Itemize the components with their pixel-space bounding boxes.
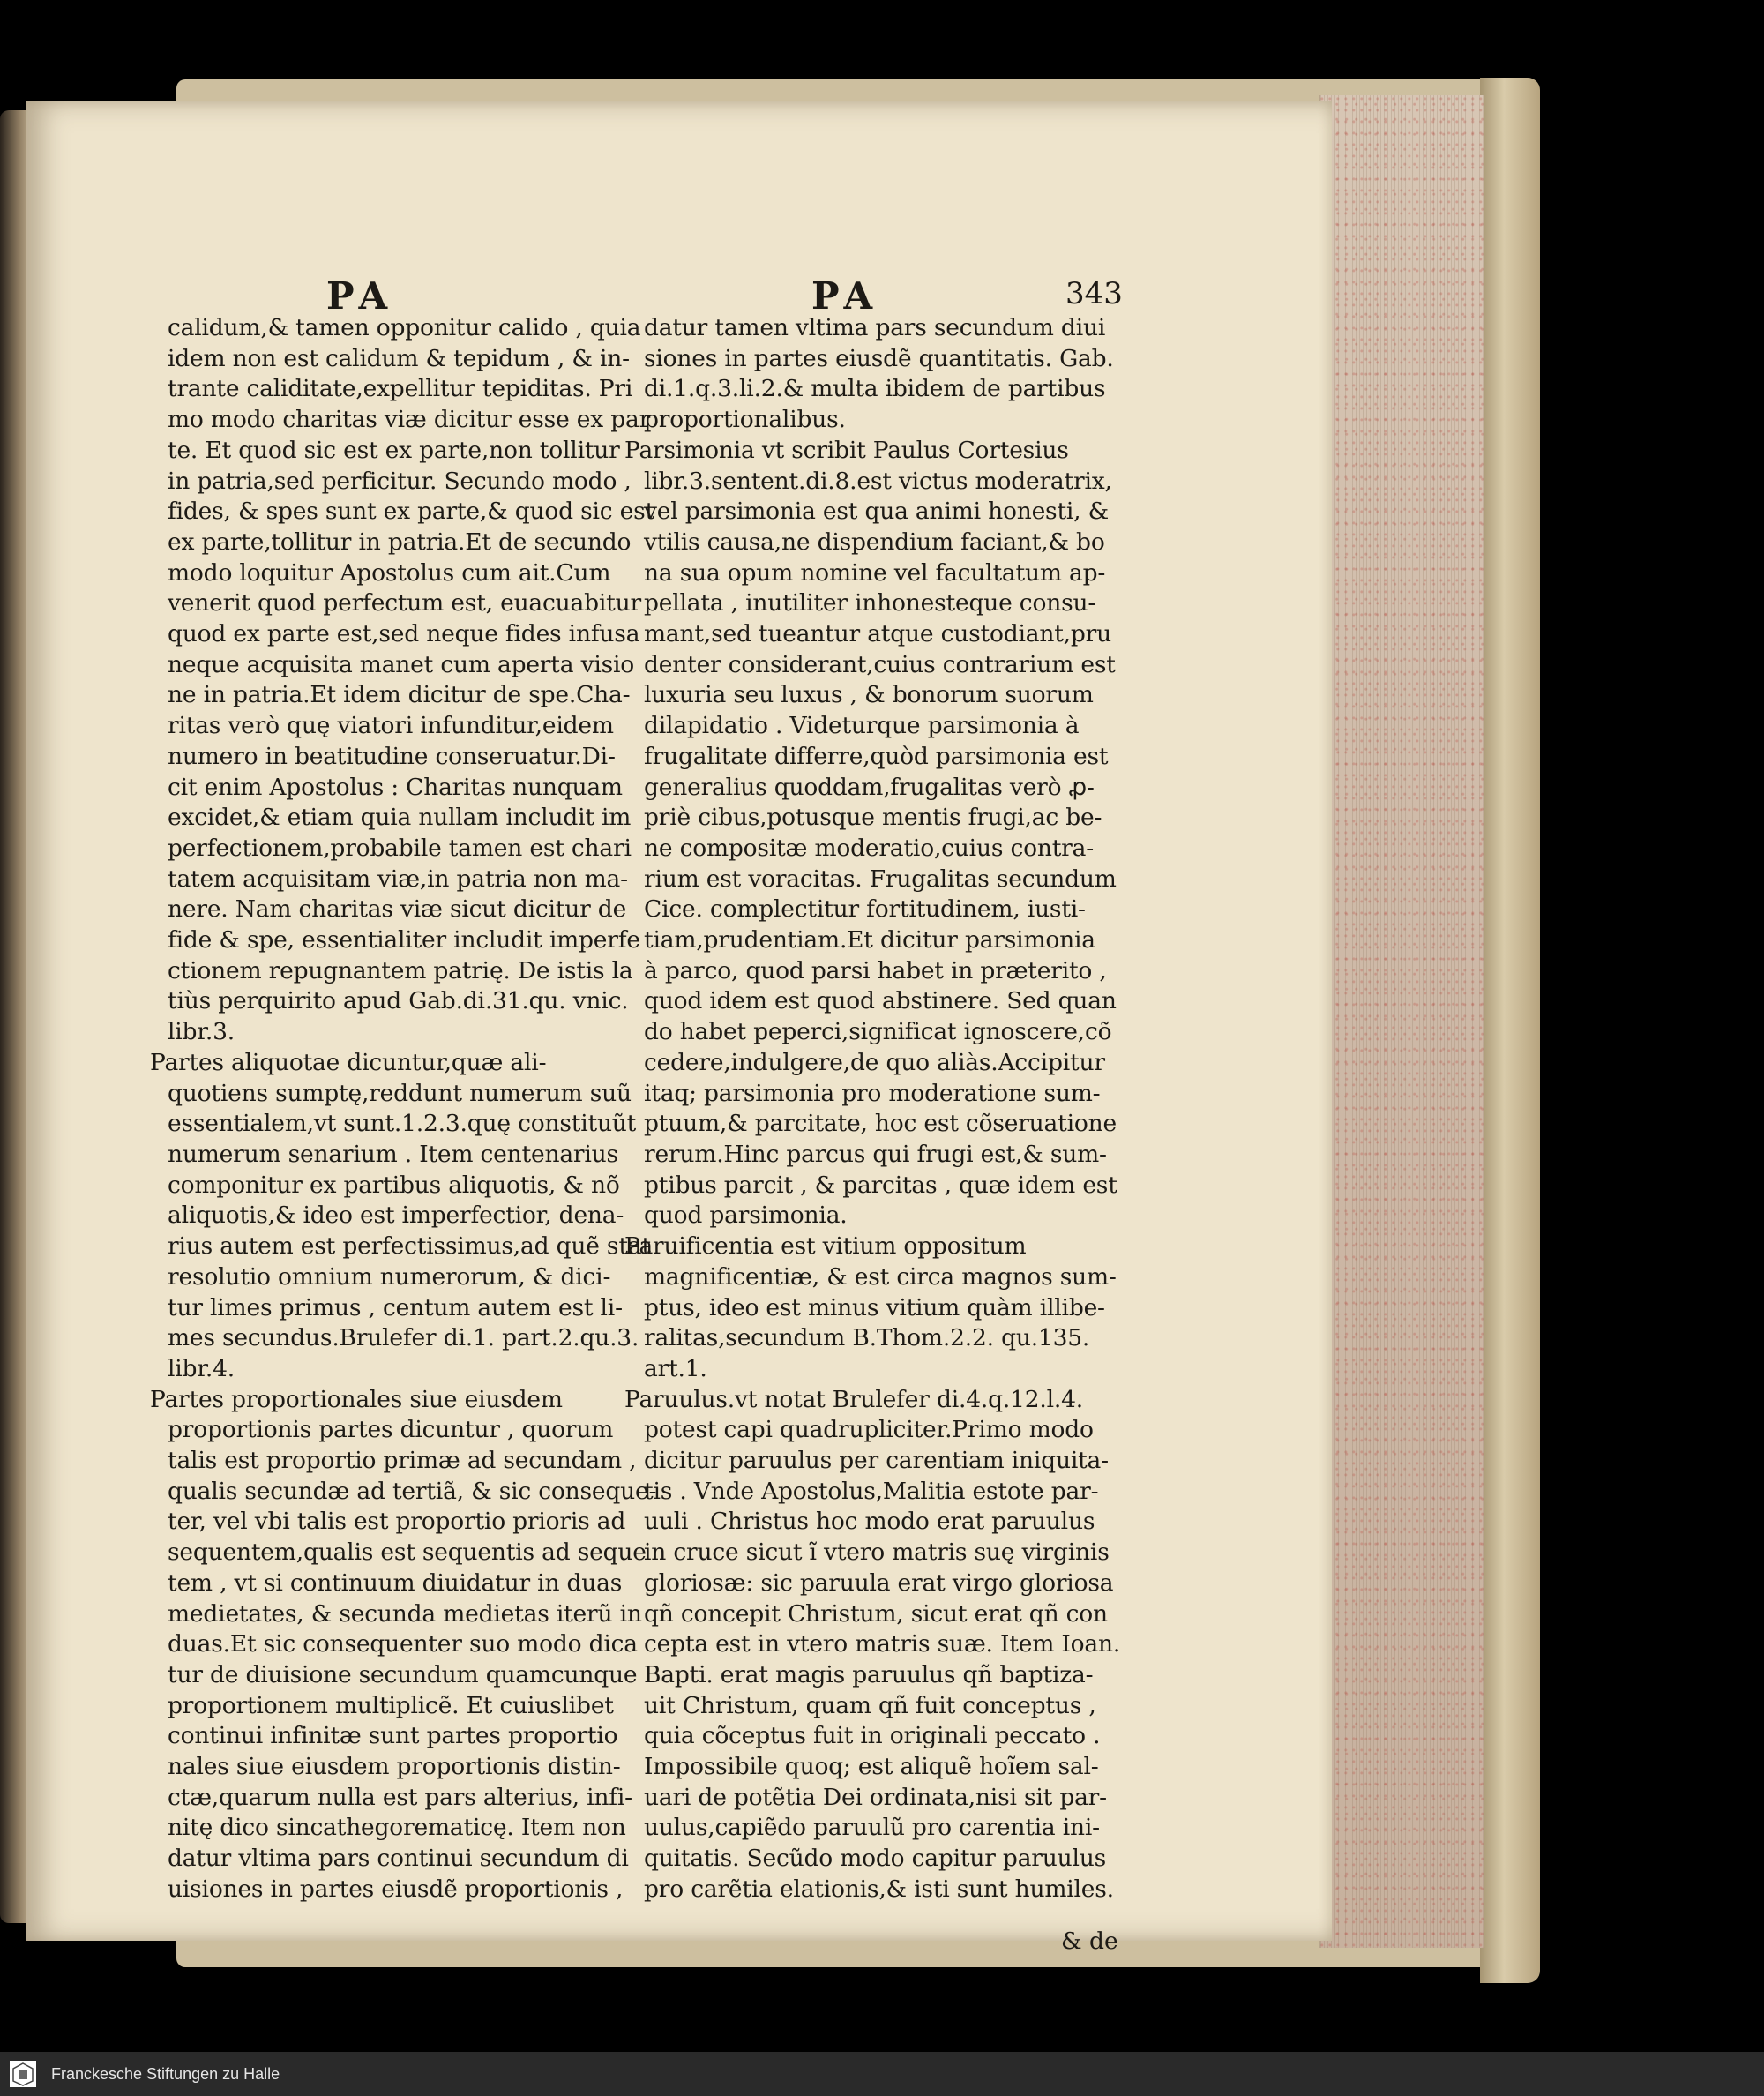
text-line: cepta est in vtero matris suæ. Item Ioan. xyxy=(644,1630,1121,1658)
text-line: Cice. complectitur fortitudinem, iusti- xyxy=(644,895,1086,924)
text-line: tur limes primus , centum autem est li- xyxy=(168,1293,623,1321)
text-line: tis . Vnde Apostolus,Malitia estote par- xyxy=(644,1477,1099,1505)
text-line: à parco, quod parsi habet in præterito , xyxy=(644,956,1107,984)
text-line: uulus,capiẽdo paruulũ pro carentia ini- xyxy=(644,1814,1100,1842)
text-line: ctionem repugnantem patrię. De istis la xyxy=(168,956,633,984)
entry-heading-paruificentia: Paruificentia est vitium oppositum xyxy=(624,1232,1027,1261)
text-line: ralitas,secundum B.Thom.2.2. qu.135. xyxy=(644,1324,1090,1352)
text-line: itaq; parsimonia pro moderatione sum- xyxy=(644,1079,1101,1107)
text-line: qñ concepit Christum, sicut erat qñ con xyxy=(644,1599,1108,1628)
text-line: quotiens sumptę,reddunt numerum suũ xyxy=(168,1079,632,1107)
text-line: libr.3.sentent.di.8.est victus moderatrix, xyxy=(644,467,1112,495)
text-line: pellata , inutiliter inhonesteque consu- xyxy=(644,589,1096,618)
text-line: ex parte,tollitur in patria.Et de secundo xyxy=(168,528,632,556)
text-line: ptus, ideo est minus vitium quàm illibe- xyxy=(644,1293,1105,1321)
text-line: ctæ,quarum nulla est pars alterius, infi- xyxy=(168,1783,632,1811)
right-text-column xyxy=(624,313,1155,1905)
text-line: nere. Nam charitas viæ sicut dicitur de xyxy=(168,895,627,924)
text-line: proportionalibus. xyxy=(644,406,846,434)
text-line: siones in partes eiusdẽ quantitatis. Gab. xyxy=(644,344,1114,372)
text-line: ritas verò quę viatori infunditur,eidem xyxy=(168,712,614,740)
institution-name: Franckesche Stiftungen zu Halle xyxy=(51,2064,280,2083)
text-line: rerum.Hinc parcus qui frugi est,& sum- xyxy=(644,1140,1107,1168)
running-head-left: PA xyxy=(326,274,395,318)
text-line: aliquotis,& ideo est imperfectior, dena- xyxy=(168,1201,624,1230)
text-line: proportionem multiplicẽ. Et cuiuslibet xyxy=(168,1691,614,1719)
text-line: tiùs perquirito apud Gab.di.31.qu. vnic. xyxy=(168,987,629,1015)
text-line: dicitur paruulus per carentiam iniquita- xyxy=(644,1447,1109,1475)
text-line: calidum,& tamen opponitur calido , quia xyxy=(168,314,641,341)
text-line: ptuum,& parcitate, hoc est cõseruatione xyxy=(644,1110,1117,1138)
text-line: rius autem est perfectissimus,ad quẽ stat xyxy=(168,1232,651,1261)
text-line: ter, vel vbi talis est proportio prioris ad xyxy=(168,1508,626,1536)
text-line: modo loquitur Apostolus cum ait.Cum xyxy=(168,558,611,587)
text-line: nitę dico sincathegorematicę. Item non xyxy=(168,1814,626,1842)
text-line: mo modo charitas viæ dicitur esse ex par xyxy=(168,406,651,434)
text-line: fide & spe, essentialiter includit imperfe xyxy=(168,926,640,954)
text-line: fides, & spes sunt ex parte,& quod sic est xyxy=(168,498,654,526)
text-line: ne in patria.Et idem dicitur de spe.Cha- xyxy=(168,681,631,709)
text-line: mant,sed tueantur atque custodiant,pru xyxy=(644,620,1111,648)
text-line: cedere,indulgere,de quo aliàs.Accipitur xyxy=(644,1048,1105,1076)
text-line: sequentem,qualis est sequentis ad seque xyxy=(168,1538,647,1567)
text-line: denter considerant,cuius contrarium est xyxy=(644,650,1116,678)
text-line: neque acquisita manet cum aperta visio xyxy=(168,650,635,678)
text-line: ptibus parcit , & parcitas , quæ idem est xyxy=(644,1171,1117,1199)
text-line: tur de diuisione secundum quamcunque xyxy=(168,1660,638,1688)
text-line: resolutio omnium numerorum, & dici- xyxy=(168,1262,611,1291)
text-line: generalius quoddam,frugalitas verò ꝓ- xyxy=(644,773,1095,801)
text-line: potest capi quadrupliciter.Primo modo xyxy=(644,1416,1094,1444)
left-text-column xyxy=(150,313,657,1905)
text-line: proportionis partes dicuntur , quorum xyxy=(168,1416,614,1444)
text-line: nales siue eiusdem proportionis distin- xyxy=(168,1753,621,1781)
text-line: trante caliditate,expellitur tepiditas. Pri xyxy=(168,375,633,403)
text-line: quod parsimonia. xyxy=(644,1201,848,1230)
text-line: na sua opum nomine vel facultatum ap- xyxy=(644,558,1106,587)
text-line: ne compositæ moderatio,cuius contra- xyxy=(644,834,1094,862)
text-line: luxuria seu luxus , & bonorum suorum xyxy=(644,681,1094,709)
text-line: Impossibile quoq; est aliquẽ hoĩem sal- xyxy=(644,1753,1099,1781)
text-line: duas.Et sic consequenter suo modo dica xyxy=(168,1630,638,1658)
text-line: priè cibus,potusque mentis frugi,ac be- xyxy=(644,804,1102,832)
book-page xyxy=(26,101,1332,1955)
text-line: gloriosæ: sic paruula erat virgo gloriosa xyxy=(644,1568,1114,1597)
text-line: talis est proportio primæ ad secundam , xyxy=(168,1447,637,1475)
text-line: di.1.q.3.li.2.& multa ibidem de partibus xyxy=(644,375,1106,403)
text-line: Bapti. erat magis paruulus qñ baptiza- xyxy=(644,1660,1094,1688)
text-line: magnificentiæ, & est circa magnos sum- xyxy=(644,1262,1117,1291)
text-line: vtilis causa,ne dispendium faciant,& bo xyxy=(644,528,1105,556)
text-line: dilapidatio . Videturque parsimonia à xyxy=(644,712,1080,740)
entry-heading-parsimonia: Parsimonia vt scribit Paulus Cortesius xyxy=(624,436,1069,464)
text-line: uisiones in partes eiusdẽ proportionis , xyxy=(168,1875,624,1903)
text-line: art.1. xyxy=(644,1354,707,1382)
entry-heading-partes-aliquotae: Partes aliquotae dicuntur,quæ ali- xyxy=(150,1048,547,1076)
text-line: quod idem est quod abstinere. Sed quan xyxy=(644,987,1117,1015)
text-line: datur vltima pars continui secundum di xyxy=(168,1845,629,1873)
text-line: frugalitate differre,quòd parsimonia est xyxy=(644,742,1109,770)
text-line: pro carẽtia elationis,& isti sunt humiles. xyxy=(644,1875,1114,1903)
text-line: continui infinitæ sunt partes proportio xyxy=(168,1722,618,1750)
text-line: tem , vt si continuum diuidatur in duas xyxy=(168,1568,623,1597)
text-line: libr.4. xyxy=(168,1354,235,1382)
text-line: do habet peperci,significat ignoscere,cõ xyxy=(644,1018,1112,1046)
entry-heading-partes-proportionales: Partes proportionales siue eiusdem xyxy=(150,1385,563,1413)
text-line: numerum senarium . Item centenarius xyxy=(168,1140,618,1168)
text-line: tatem acquisitam viæ,in patria non ma- xyxy=(168,865,628,893)
entry-heading-paruulus: Paruulus.vt notat Brulefer di.4.q.12.l.4. xyxy=(624,1385,1084,1413)
text-line: componitur ex partibus aliquotis, & nõ xyxy=(168,1171,620,1199)
book-cover-spine xyxy=(1480,78,1540,1983)
text-line: uit Christum, quam qñ fuit conceptus , xyxy=(644,1691,1096,1719)
text-line: perfectionem,probabile tamen est chari xyxy=(168,834,632,862)
running-head-right: PA xyxy=(811,274,880,318)
text-line: mes secundus.Brulefer di.1. part.2.qu.3. xyxy=(168,1324,639,1352)
text-line: datur tamen vltima pars secundum diui xyxy=(644,314,1106,341)
text-line: idem non est calidum & tepidum , & in- xyxy=(168,344,630,372)
text-line: medietates, & secunda medietas iterũ in xyxy=(168,1599,642,1628)
text-line: rium est voracitas. Frugalitas secundum xyxy=(644,865,1117,893)
text-line: te. Et quod sic est ex parte,non tollitur xyxy=(168,436,620,464)
viewer-footer xyxy=(0,2052,1764,2096)
text-line: in patria,sed perficitur. Secundo modo , xyxy=(168,467,632,495)
text-line: essentialem,vt sunt.1.2.3.quę constituũt xyxy=(168,1110,637,1138)
text-line: quod ex parte est,sed neque fides infusa xyxy=(168,620,640,648)
page-fore-edge xyxy=(1319,95,1484,1948)
text-line: quia cõceptus fuit in originali peccato . xyxy=(644,1722,1101,1750)
text-line: numero in beatitudine conseruatur.Di- xyxy=(168,742,616,770)
text-line: excidet,& etiam quia nullam includit im xyxy=(168,804,632,832)
text-line: venerit quod perfectum est, euacuabitur xyxy=(168,589,641,618)
text-line: in cruce sicut ĩ vtero matris suę virginis xyxy=(644,1538,1110,1567)
text-line: cit enim Apostolus : Charitas nunquam xyxy=(168,773,623,801)
text-line: libr.3. xyxy=(168,1018,235,1046)
text-line: quitatis. Secũdo modo capitur paruulus xyxy=(644,1845,1107,1873)
text-line: uari de potẽtia Dei ordinata,nisi sit par- xyxy=(644,1783,1107,1811)
text-line: qualis secundæ ad tertiã, & sic conseque- xyxy=(168,1477,657,1505)
institution-logo-icon xyxy=(7,2058,39,2090)
text-line: vel parsimonia est qua animi honesti, & xyxy=(644,498,1110,526)
page-number: 343 xyxy=(1065,276,1123,311)
text-line: uuli . Christus hoc modo erat paruulus xyxy=(644,1508,1095,1536)
catchword: & de xyxy=(1061,1928,1118,1955)
text-line: tiam,prudentiam.Et dicitur parsimonia xyxy=(644,926,1095,954)
